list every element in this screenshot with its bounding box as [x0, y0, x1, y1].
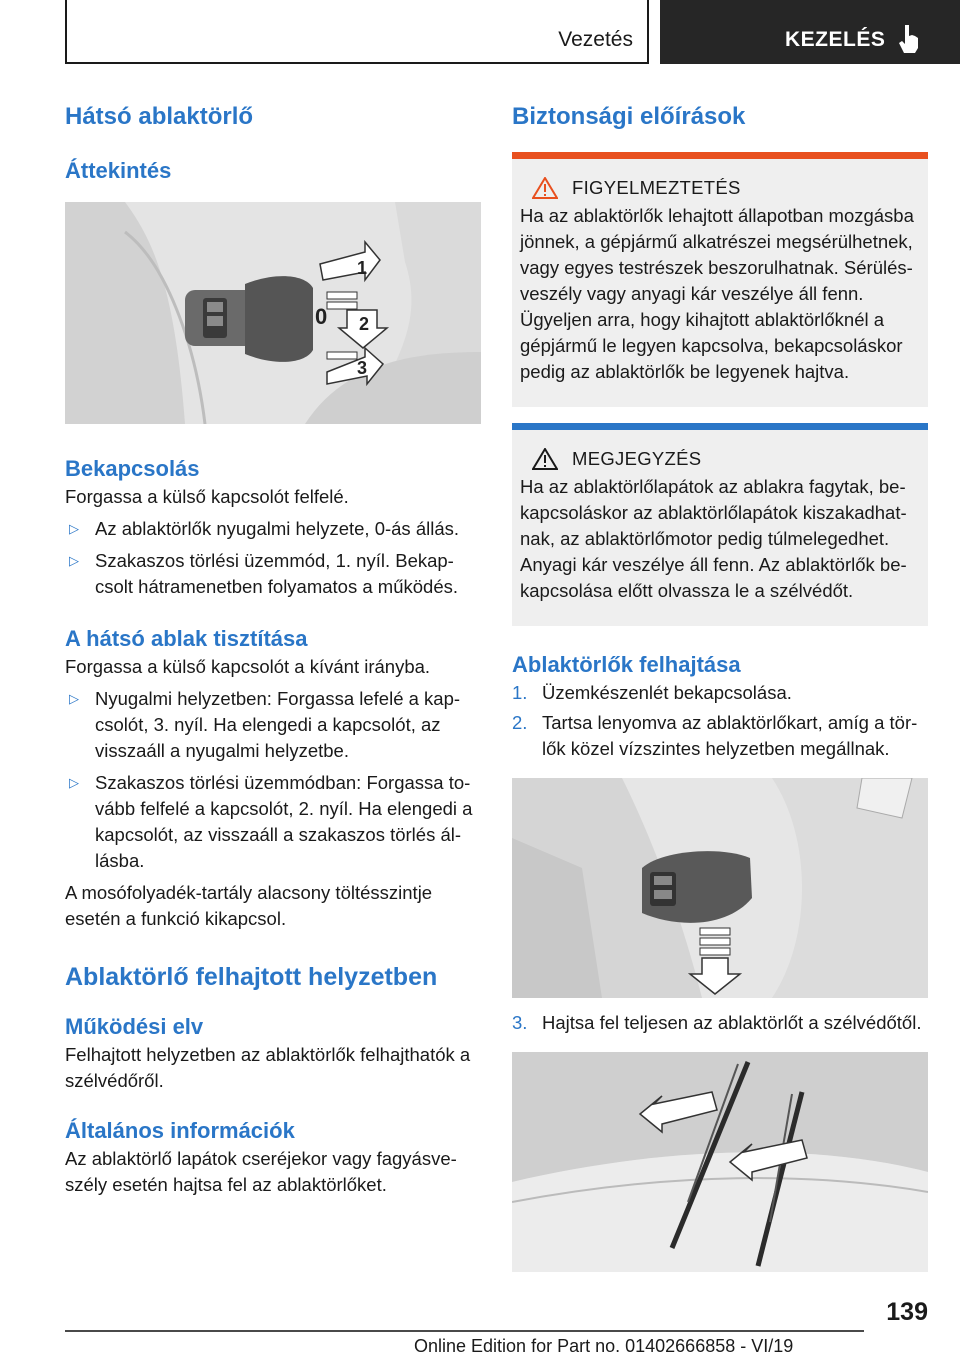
header-section-tab — [65, 0, 649, 64]
warning-box — [512, 152, 928, 407]
note-title: MEGJEGYZÉS — [572, 448, 702, 469]
overview-heading: Áttekintés — [65, 158, 172, 183]
switching-on-text: Forgassa a külső kapcsolót felfelé. — [65, 486, 349, 507]
triangle-bullet-icon: ▷ — [69, 775, 79, 790]
cleaning-note: A mosófolyadék-tartály alacsony töltésszintje esetén a funkció kikapcsol. — [65, 882, 433, 929]
list-item: ▷ Nyugalmi helyzetben: Forgassa lefelé a kap-csolót, 3. nyíl. Ha elengedi a kapcsolót, az visszaáll a nyugalmi helyzetbe. — [69, 688, 461, 761]
footer-edition: Online Edition for Part no. 01402666858 - VI/19 — [414, 1336, 794, 1356]
cleaning-text: Forgassa a külső kapcsolót a kívánt irányba. — [65, 656, 431, 677]
right-column — [512, 100, 928, 1272]
footer-divider — [65, 1330, 864, 1332]
principle-text: Felhajtott helyzetben az ablaktörlők felhajthatók a szélvédőről. — [65, 1044, 471, 1091]
folded-wipers-figure — [512, 1052, 928, 1272]
fold-heading: Ablaktörlők felhajtása — [512, 652, 741, 677]
list-item: ▷ Az ablaktörlők nyugalmi helyzete, 0-ás állás. — [65, 516, 481, 542]
header-chapter-tab — [660, 0, 960, 64]
fold-steps-list-continued — [512, 1010, 928, 1036]
figure-label-3: 3 — [357, 358, 368, 378]
fold-steps-list — [512, 680, 928, 762]
list-item — [512, 680, 928, 706]
folded-position-title: Ablaktörlő felhajtott helyzetben — [65, 963, 438, 991]
principle-heading: Működési elv — [65, 1014, 204, 1039]
cleaning-heading: A hátsó ablak tisztítása — [65, 626, 308, 651]
cleaning-list — [65, 686, 481, 874]
warning-triangle-icon — [532, 177, 558, 199]
wiper-lever-figure — [512, 778, 928, 998]
left-column — [65, 100, 481, 1198]
figure-label-1: 1 — [357, 258, 368, 278]
note-triangle-icon — [532, 448, 558, 470]
rear-wiper-title: Hátsó ablaktörlő — [65, 103, 254, 130]
header-section-label: Vezetés — [558, 28, 633, 51]
header-chapter-label: KEZELÉS — [785, 28, 886, 51]
list-item: ▷ Szakaszos törlési üzemmódban: Forgassa to-vább felfelé a kapcsolót, 2. nyíl. Ha elengedi a kapcsolót, az visszaáll a szakaszos törlés ál-lásba. — [69, 772, 473, 871]
step-number: 3. — [512, 1012, 528, 1033]
step-number: 2. — [512, 712, 528, 733]
hand-pointer-icon — [896, 22, 922, 54]
safety-heading: Biztonsági előírások — [512, 103, 746, 130]
note-text: Ha az ablaktörlőlapátok az ablakra fagytak, be-kapcsoláskor az ablaktörlőlapátok kiszakadhat-nak, az ablaktörlőmotor pedig túlmelegedhet. Anyagi kár veszélye áll fenn. Az ablaktörlők be-kapcsolása előtt olvassza le a szélvédőt. — [520, 476, 907, 601]
triangle-bullet-icon: ▷ — [69, 553, 79, 568]
page-number: 139 — [886, 1298, 928, 1326]
step-text: Üzemkészenlét bekapcsolása. — [542, 682, 792, 703]
step-text: Tartsa lenyomva az ablaktörlőkart, amíg a tör-lők közel vízszintes helyzetben megállnak. — [542, 712, 918, 759]
general-info-text: Az ablaktörlő lapátok cseréjekor vagy fagyásve-szély esetén hajtsa fel az ablaktörlőket. — [65, 1148, 457, 1195]
switching-on-list — [65, 516, 481, 600]
triangle-bullet-icon: ▷ — [69, 691, 79, 706]
list-item — [512, 1010, 928, 1036]
general-info-heading: Általános információk — [65, 1118, 295, 1143]
step-number: 1. — [512, 682, 528, 703]
figure-label-0: 0 — [315, 304, 328, 329]
warning-text: Ha az ablaktörlők lehajtott állapotban mozgásba jönnek, a gépjármű alkatrészei megsérülhetnek, vagy egyes testrészek beszorulhatnak. Sérülés-veszély vagy anyagi kár veszélye áll fenn. Ügyeljen arra, hogy kihajtott ablaktörlőknél a gépjármű le legyen kapcsolva, bekapcsoláskor pedig az ablaktörlők be legyenek hajtva. — [520, 205, 914, 382]
warning-title: FIGYELMEZTETÉS — [572, 177, 741, 198]
note-box — [512, 423, 928, 626]
switching-on-heading: Bekapcsolás — [65, 456, 200, 481]
list-item: ▷ Szakaszos törlési üzemmód, 1. nyíl. Bekap-csolt hátramenetben folyamatos a működés. — [69, 550, 458, 597]
step-text: Hajtsa fel teljesen az ablaktörlőt a szélvédőtől. — [542, 1012, 922, 1033]
triangle-bullet-icon: ▷ — [69, 521, 79, 536]
list-item — [512, 710, 928, 762]
figure-label-2: 2 — [359, 314, 370, 334]
rear-wiper-switch-figure — [65, 202, 481, 424]
